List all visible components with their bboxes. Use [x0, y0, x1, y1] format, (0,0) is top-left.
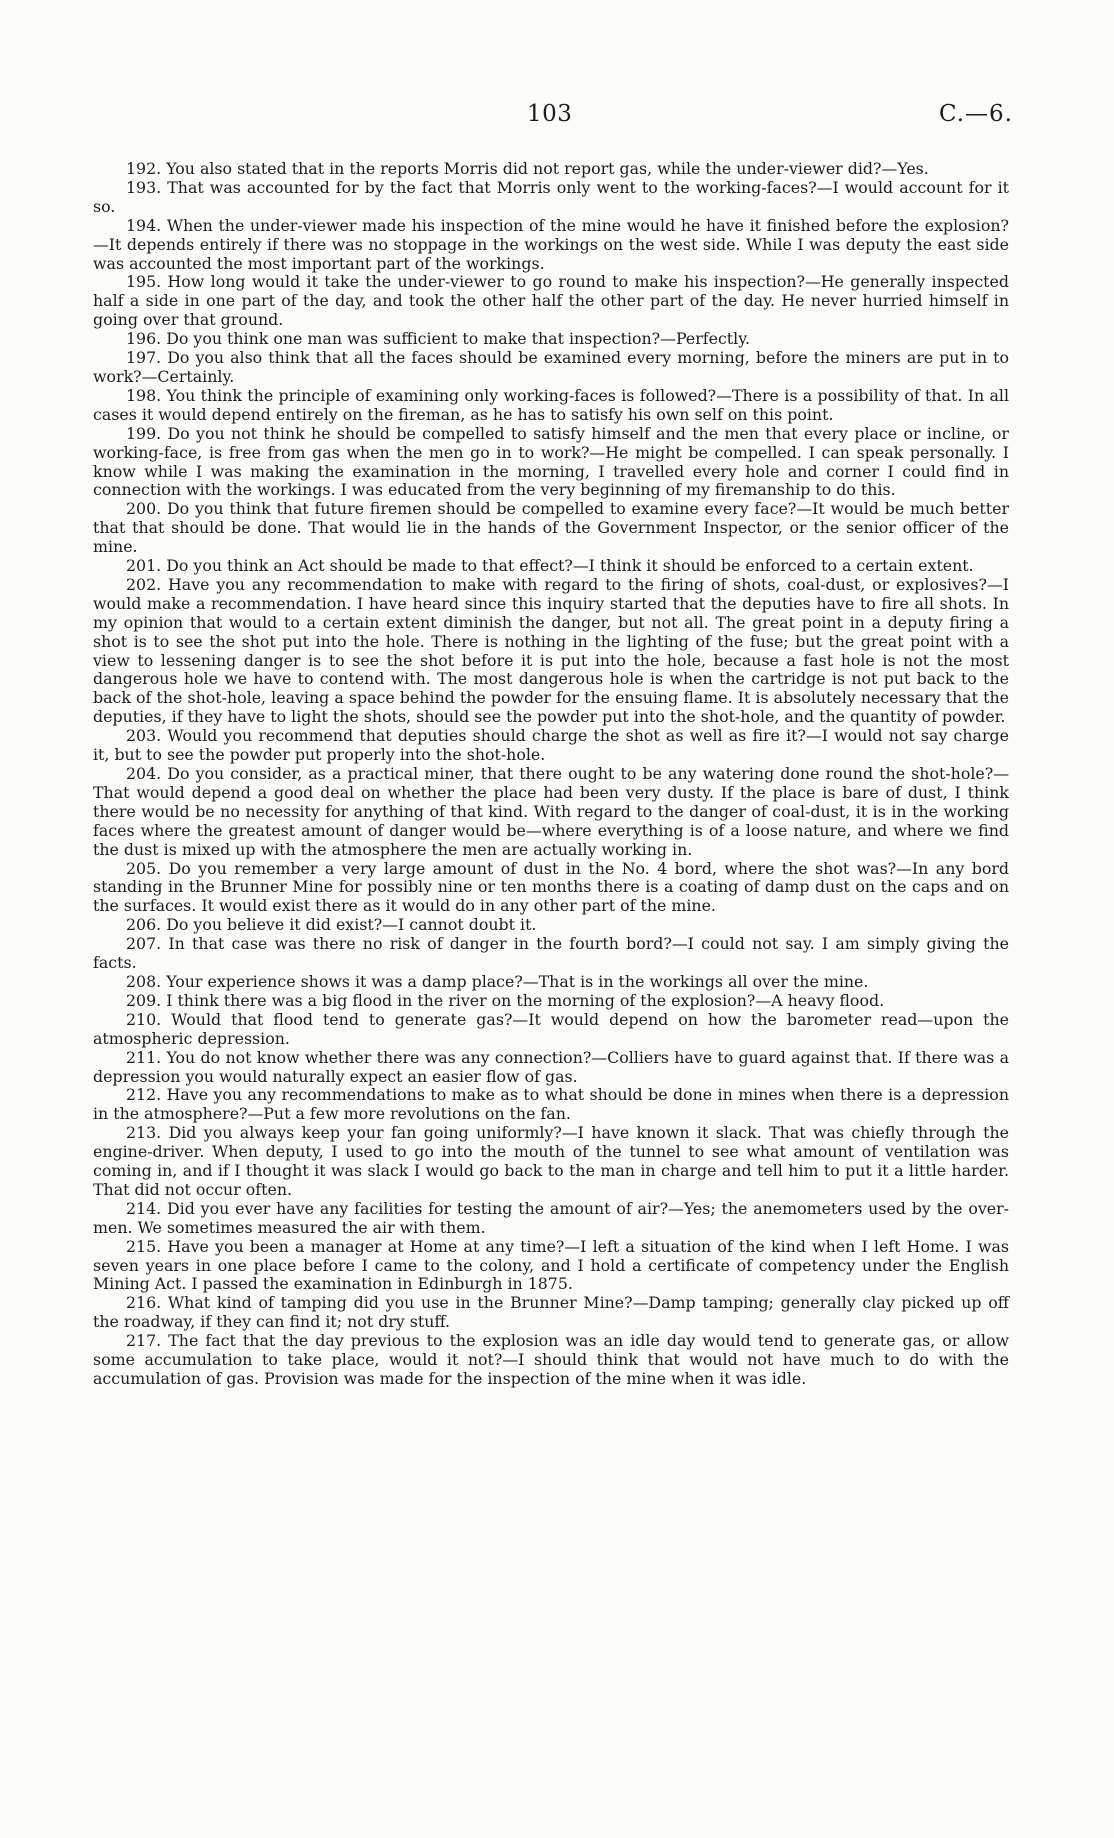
- testimony-paragraph-201: 201. Do you think an Act should be made to that effect?—I think it should be enforced to a certain extent.: [126, 556, 974, 576]
- testimony-paragraph-193: 193. That was accounted for by the fact that Morris only went to the working-faces?—I would account for it so.: [93, 177, 1009, 216]
- testimony-paragraph-209: 209. I think there was a big flood in the river on the morning of the explosion?—A heavy flood.: [126, 990, 885, 1010]
- testimony-paragraph-216: 216. What kind of tamping did you use in the Brunner Mine?—Damp tamping; generally clay picked up off the roadway, if they can find it; not dry stuff.: [93, 1293, 1009, 1332]
- testimony-paragraph-214: 214. Did you ever have any facilities for testing the amount of air?—Yes; the anemometers used by the over-men. We sometimes measured the air with them.: [93, 1198, 1009, 1237]
- testimony-paragraph-205: 205. Do you remember a very large amount of dust in the No. 4 bord, where the shot was?—In any bord standing in the Brunner Mine for possibly nine or ten months there is a coating of damp dust on the caps and on the surfaces. It would exist there as it would do in any other part of the mine.: [93, 858, 1009, 916]
- testimony-paragraph-206: 206. Do you believe it did exist?—I cannot doubt it.: [126, 915, 537, 935]
- testimony-paragraph-211: 211. You do not know whether there was any connection?—Colliers have to guard against that. If there was a depression you would naturally expect an easier flow of gas.: [93, 1047, 1009, 1086]
- page-header: [0, 101, 1114, 135]
- testimony-paragraph-210: 210. Would that flood tend to generate gas?—It would depend on how the barometer read—upon the atmospheric depression.: [93, 1009, 1009, 1048]
- testimony-paragraph-217: 217. The fact that the day previous to the explosion was an idle day would tend to generate gas, or allow some accumulation to take place, would it not?—I should think that would not have much to do with the accumulation of gas. Provision was made for the inspection of the mine when it was idle.: [93, 1331, 1009, 1388]
- testimony-paragraph-213: 213. Did you always keep your fan going uniformly?—I have known it slack. That was chiefly through the engine-driver. When deputy, I used to go into the mouth of the tunnel to see what amount of ventilation was coming in, and if I thought it was slack I would go back to the man in charge and tell him to put it a little harder. That did not occur often.: [93, 1123, 1009, 1199]
- page-number: 103: [527, 101, 573, 127]
- document-reference: C.—6.: [938, 101, 1013, 127]
- testimony-paragraph-200: 200. Do you think that future firemen should be compelled to examine every face?—It would be much better that that should be done. That would lie in the hands of the Government Inspector, or the senior officer of the mine.: [93, 499, 1009, 557]
- testimony-paragraph-207: 207. In that case was there no risk of danger in the fourth bord?—I could not say. I am simply giving the facts.: [93, 934, 1009, 973]
- testimony-paragraph-202: 202. Have you any recommendation to make with regard to the firing of shots, coal-dust, or explosives?—I would make a recommendation. I have heard since this inquiry started that the deputies have to fire all shots. In my opinion that would to a certain extent diminish the danger, but not all. The great point in a deputy firing a shot is to see the shot put into the hole. There is nothing in the lighting of the fuse; but the great point with a view to lessening danger is to see the shot before it is put into the hole, because a fast hole is not the most dangerous hole we have to contend with. The most dangerous hole is when the cartridge is not put back to the back of the shot-hole, leaving a space behind the powder for the ensuing flame. It is absolutely necessary that the deputies, if they have to light the shots, should see the powder put into the shot-hole, and the quantity of powder.: [93, 574, 1009, 727]
- testimony-paragraph-197: 197. Do you also think that all the faces should be examined every morning, before the miners are put in to work?—Certainly.: [93, 348, 1009, 386]
- testimony-paragraph-195: 195. How long would it take the under-viewer to go round to make his inspection?—He generally inspected half a side in one part of the day, and took the other half the other part of the day. He never hurried himself in going over that ground.: [93, 272, 1009, 330]
- testimony-paragraph-208: 208. Your experience shows it was a damp place?—That is in the workings all over the mine.: [126, 971, 869, 991]
- testimony-paragraph-203: 203. Would you recommend that deputies should charge the shot as well as fire it?—I would not say charge it, but to see the powder put properly into the shot-hole.: [93, 726, 1009, 765]
- testimony-paragraph-196: 196. Do you think one man was sufficient to make that inspection?—Perfectly.: [126, 329, 751, 349]
- testimony-paragraph-194: 194. When the under-viewer made his inspection of the mine would he have it finished before the explosion?—It depends entirely if there was no stoppage in the workings on the west side. While I was deputy the east side was accounted the most important part of the workings.: [93, 215, 1009, 273]
- testimony-paragraph-199: 199. Do you not think he should be compelled to satisfy himself and the men that every place or incline, or working-face, is free from gas when the men go in to work?—He might be compelled. I can speak personally. I know while I was making the examination in the morning, I travelled every hole and corner I could find in connection with the workings. I was educated from the very beginning of my firemanship to do this.: [93, 423, 1009, 500]
- testimony-paragraph-212: 212. Have you any recommendations to make as to what should be done in mines when there is a depression in the atmosphere?—Put a few more revolutions on the fan.: [93, 1085, 1009, 1124]
- testimony-paragraph-204: 204. Do you consider, as a practical miner, that there ought to be any watering done round the shot-hole?—That would depend a good deal on whether the place had been very dusty. If the place is bare of dust, I think there would be no necessity for anything of that kind. With regard to the danger of coal-dust, it is in the working faces where the greatest amount of danger would be—where everything is of a loose nature, and where we find the dust is mixed up with the atmosphere the men are actually working in.: [93, 764, 1009, 859]
- testimony-paragraph-192: 192. You also stated that in the reports Morris did not report gas, while the under-viewer did?—Yes.: [126, 159, 929, 178]
- testimony-paragraph-198: 198. You think the principle of examining only working-faces is followed?—There is a possibility of that. In all cases it would depend entirely on the fireman, as he has to satisfy his own self on this point.: [93, 385, 1009, 424]
- testimony-body: [93, 160, 1009, 1389]
- testimony-paragraph-215: 215. Have you been a manager at Home at any time?—I left a situation of the kind when I left Home. I was seven years in one place before I came to the colony, and I hold a certificate of competency under the English Mining Act. I passed the examination in Edinburgh in 1875.: [93, 1236, 1009, 1294]
